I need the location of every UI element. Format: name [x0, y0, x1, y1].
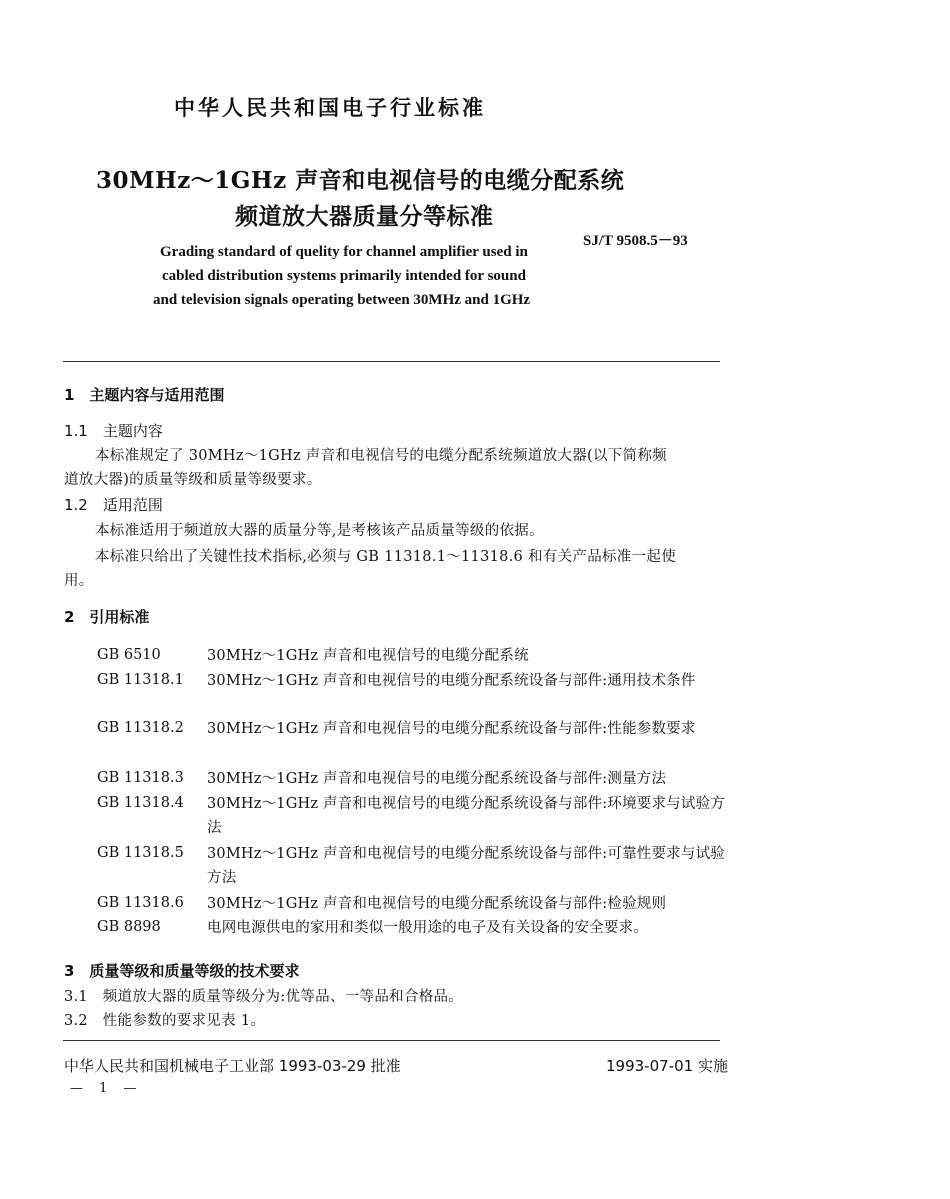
title-line-1: 30MHz～1GHz 声音和电视信号的电缆分配系统 [96, 167, 625, 194]
section-3-1-paragraph: 3.1 频道放大器的质量等级分为:优等品、一等品和合格品。 [64, 989, 464, 1005]
top-divider [63, 361, 720, 362]
section-1-2-paragraph-1: 本标准适用于频道放大器的质量分等,是考核该产品质量等级的依据。 [95, 523, 544, 539]
reference-title: 30MHz～1GHz 声音和电视信号的电缆分配系统设备与部件:检验规则 [207, 896, 667, 912]
reference-code: GB 11318.5 [97, 845, 184, 861]
section-1-2-heading: 1.2 适用范围 [64, 496, 163, 514]
reference-code: GB 11318.1 [97, 672, 184, 688]
section-1-1-paragraph-line-2: 道放大器)的质量等级和质量等级要求。 [64, 472, 322, 488]
industry-standard-heading: 中华人民共和国电子行业标准 [174, 95, 486, 120]
reference-code: GB 11318.4 [97, 795, 184, 811]
reference-title: 30MHz～1GHz 声音和电视信号的电缆分配系统设备与部件:环境要求与试验方法 [207, 796, 725, 836]
section-3-heading: 3 质量等级和质量等级的技术要求 [64, 962, 300, 980]
section-1-heading: 1 主题内容与适用范围 [64, 386, 225, 404]
reference-code: GB 8898 [97, 919, 161, 935]
reference-code: GB 11318.3 [97, 770, 184, 786]
section-2-heading: 2 引用标准 [64, 608, 150, 626]
page-number: — 1 — [70, 1081, 143, 1096]
section-3-2-paragraph: 3.2 性能参数的要求见表 1。 [64, 1013, 266, 1029]
reference-title: 30MHz～1GHz 声音和电视信号的电缆分配系统设备与部件:通用技术条件 [207, 673, 696, 689]
section-1-2-paragraph-2-line-2: 用。 [64, 573, 94, 589]
section-1-1-heading: 1.1 主题内容 [64, 422, 163, 440]
reference-code: GB 11318.2 [97, 720, 184, 736]
reference-code: GB 6510 [97, 647, 161, 663]
title-line-2: 频道放大器质量分等标准 [235, 203, 494, 230]
reference-title: 30MHz～1GHz 声音和电视信号的电缆分配系统设备与部件:可靠性要求与试验方法 [207, 846, 725, 886]
approval-note: 中华人民共和国机械电子工业部 1993-03-29 批准 [64, 1057, 401, 1075]
reference-title: 30MHz～1GHz 声音和电视信号的电缆分配系统 [207, 648, 529, 664]
reference-title: 30MHz～1GHz 声音和电视信号的电缆分配系统设备与部件:性能参数要求 [207, 721, 696, 737]
english-title-line-2: cabled distribution systems primarily intended for sound [162, 268, 526, 284]
implementation-date: 1993-07-01 实施 [606, 1057, 728, 1075]
section-1-1-paragraph-line-1: 本标准规定了 30MHz～1GHz 声音和电视信号的电缆分配系统频道放大器(以下简称频 [95, 448, 667, 464]
reference-title: 电网电源供电的家用和类似一般用途的电子及有关设备的安全要求。 [207, 920, 648, 936]
footer-divider [63, 1040, 720, 1041]
section-1-2-paragraph-2-line-1: 本标准只给出了关键性技术指标,必须与 GB 11318.1～11318.6 和有关产品标准一起使 [95, 549, 676, 565]
standard-number: SJ/T 9508.5－93 [583, 233, 688, 249]
english-title-line-3: and television signals operating between 30MHz and 1GHz [153, 292, 531, 308]
english-title-line-1: Grading standard of quelity for channel amplifier used in [160, 244, 528, 260]
reference-code: GB 11318.6 [97, 895, 184, 911]
reference-title: 30MHz～1GHz 声音和电视信号的电缆分配系统设备与部件:测量方法 [207, 771, 667, 787]
